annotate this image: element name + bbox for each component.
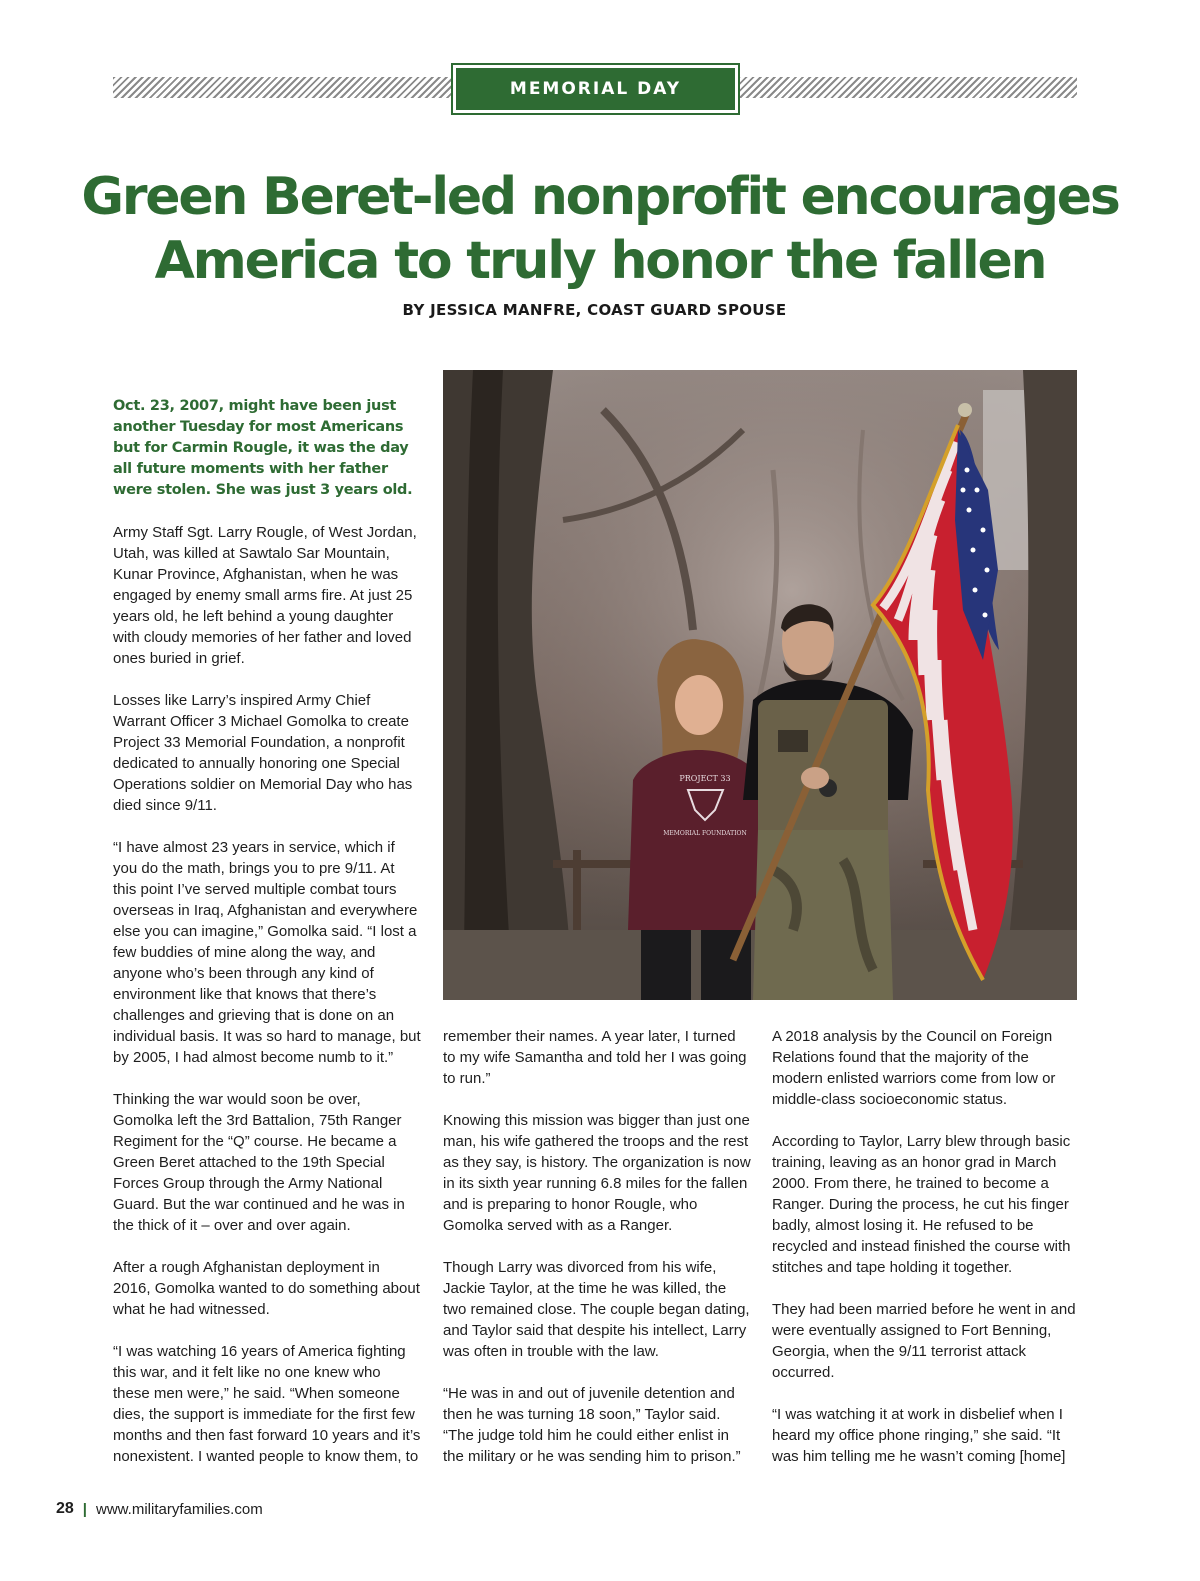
paragraph: “I was watching it at work in disbelief when I heard my office phone ringing,” she said. “It was him telling me he wasn’t coming [home] bbox=[772, 1406, 1066, 1465]
paragraph: A 2018 analysis by the Council on Foreign Relations found that the majority of the modern enlisted warriors come from low or middle-class socioeconomic status. bbox=[772, 1028, 1056, 1108]
paragraph: Though Larry was divorced from his wife, Jackie Taylor, at the time he was killed, the two remained close. The couple began dating, and Taylor said that despite his intellect, Larry was often in trouble with the law. bbox=[443, 1259, 750, 1360]
footer-url-link[interactable]: www.militaryfamilies.com bbox=[96, 1500, 263, 1518]
header-stripe-left bbox=[113, 77, 453, 98]
article-column-3 bbox=[772, 1026, 1077, 1488]
paragraph: “He was in and out of juvenile detention and then he was turning 18 soon,” Taylor said. “The judge told him he could either enlist in the military or he was sending him to prison.” bbox=[443, 1385, 741, 1465]
page-number: 28 bbox=[56, 1500, 74, 1517]
paragraph: According to Taylor, Larry blew through basic training, leaving as an honor grad in March 2000. From there, he trained to become a Ranger. During the process, he cut his finger badly, almost losing it. He refused to be recycled and instead finished the course with stitches and tape holding it together. bbox=[772, 1133, 1071, 1276]
section-label: MEMORIAL DAY bbox=[453, 65, 738, 113]
article-lede: Oct. 23, 2007, might have been just another Tuesday for most Americans but for Carmin Rougle, it was the day all future moments with her father were stolen. She was just 3 years old. bbox=[113, 398, 413, 498]
header-stripe-right bbox=[738, 77, 1077, 98]
article-photo bbox=[443, 370, 1077, 1000]
headline bbox=[60, 165, 1140, 293]
paragraph: Knowing this mission was bigger than just one man, his wife gathered the troops and the rest as they say, is history. The organization is now in its sixth year running 6.8 miles for the fallen and is preparing to honor Rougle, who Gomolka served with as a Ranger. bbox=[443, 1112, 751, 1234]
paragraph: remember their names. A year later, I turned to my wife Samantha and told her I was going to run.” bbox=[443, 1028, 747, 1087]
paragraph: Army Staff Sgt. Larry Rougle, of West Jordan, Utah, was killed at Sawtalo Sar Mountain, Kunar Province, Afghanistan, when he was engaged by enemy small arms fire. At just 25 years old, he left behind a young daughter with cloudy memories of her father and loved ones buried in grief. bbox=[113, 524, 417, 667]
paragraph: Thinking the war would soon be over, Gomolka left the 3rd Battalion, 75th Ranger Regiment for the “Q” course. He became a Green Beret attached to the 19th Special Forces Group through the Army National Guard. But the war continued and he was in the thick of it – over and over again. bbox=[113, 1091, 405, 1234]
headline-line-1: Green Beret-led nonprofit encourages bbox=[81, 167, 1119, 227]
headline-line-2: America to truly honor the fallen bbox=[154, 231, 1046, 291]
article-column-1 bbox=[113, 396, 421, 1488]
footer-separator: | bbox=[82, 1500, 87, 1518]
paragraph: “I was watching 16 years of America fighting this war, and it felt like no one knew who these men were,” he said. “When someone dies, the support is immediate for the first few months and then fast forward 10 years and it’s nonexistent. I wanted people to know them, to bbox=[113, 1343, 421, 1465]
sweatshirt-text-bottom: MEMORIAL FOUNDATION bbox=[663, 830, 747, 837]
paragraph: After a rough Afghanistan deployment in 2016, Gomolka wanted to do something about what he had witnessed. bbox=[113, 1259, 420, 1318]
paragraph: They had been married before he went in and were eventually assigned to Fort Benning, Georgia, when the 9/11 terrorist attack occurred. bbox=[772, 1301, 1076, 1381]
paragraph: “I have almost 23 years in service, which if you do the math, brings you to pre 9/11. At this point I’ve served multiple combat tours overseas in Iraq, Afghanistan and everywhere else you can imagine,” Gomolka said. “I lost a few buddies of mine along the way, and anyone who’s been through any kind of environment like that knows that there’s challenges and grieving that is done on an individual basis. It was so hard to manage, but by 2005, I had almost become numb to it.” bbox=[113, 839, 421, 1066]
article-column-2 bbox=[443, 1026, 751, 1488]
page-footer bbox=[56, 1500, 263, 1518]
sweatshirt-text-top: PROJECT 33 bbox=[679, 774, 731, 783]
paragraph: Losses like Larry’s inspired Army Chief Warrant Officer 3 Michael Gomolka to create Project 33 Memorial Foundation, a nonprofit dedicated to annually honoring one Special Operations soldier on Memorial Day who has died since 9/11. bbox=[113, 692, 413, 814]
byline: BY JESSICA MANFRE, COAST GUARD SPOUSE bbox=[402, 301, 787, 319]
